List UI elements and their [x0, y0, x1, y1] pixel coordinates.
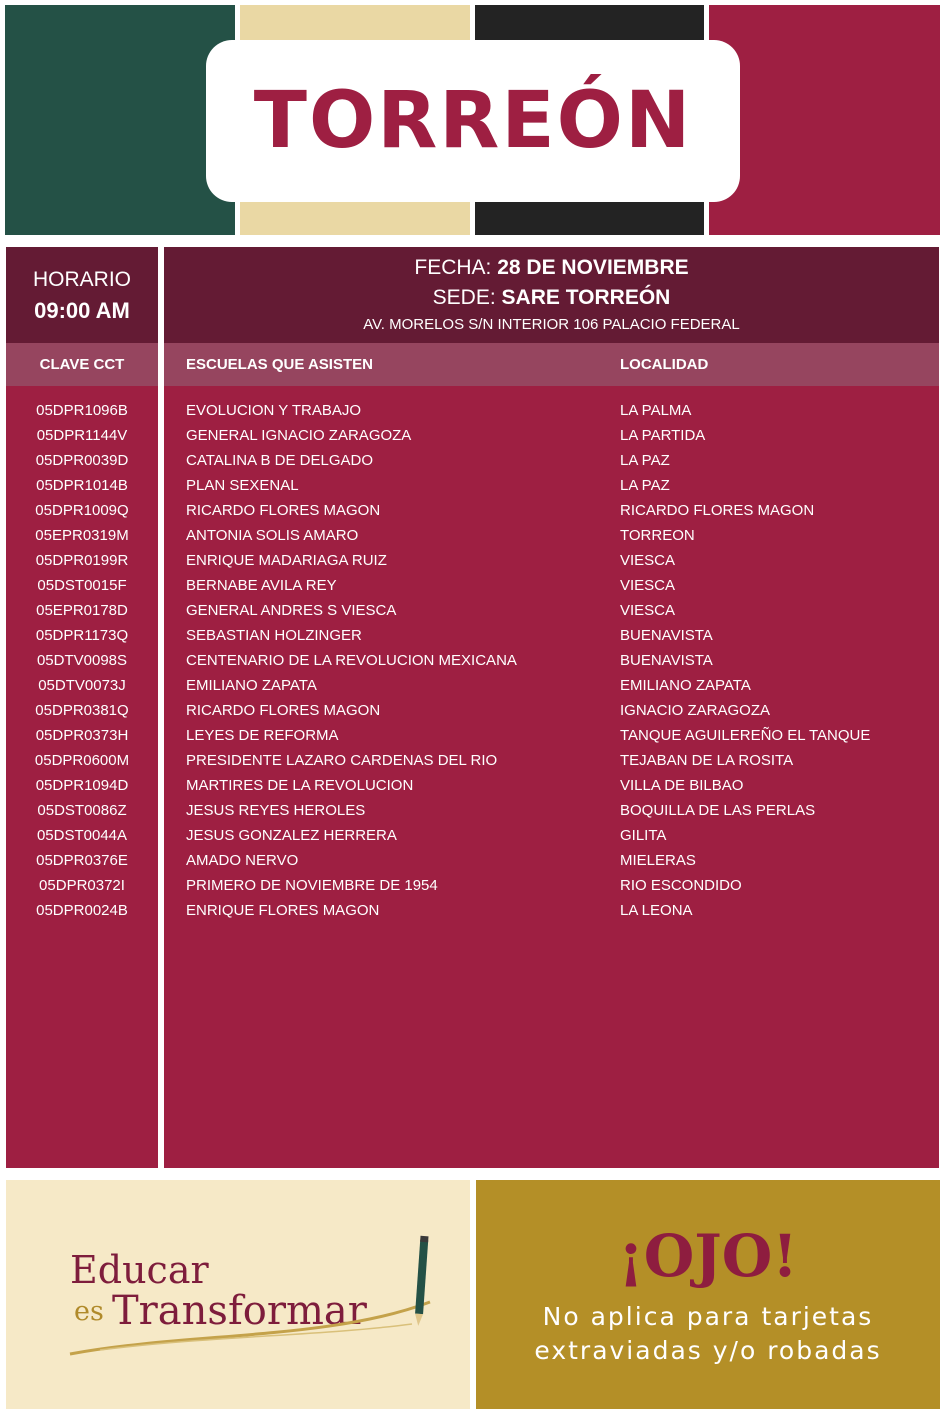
cct-cell: 05DST0086Z — [37, 802, 127, 819]
locality-cell: LA PALMA — [620, 402, 692, 419]
header-green-block — [5, 5, 235, 235]
school-cell: SEBASTIAN HOLZINGER — [186, 627, 362, 644]
warning-line-2: extraviadas y/o robadas — [534, 1336, 882, 1365]
table-row — [0, 500, 945, 525]
date-value: 28 DE NOVIEMBRE — [497, 256, 689, 279]
cct-cell: 05DPR1173Q — [35, 627, 129, 644]
school-cell: MARTIRES DE LA REVOLUCION — [186, 777, 414, 794]
column-header-locality: LOCALIDAD — [620, 356, 709, 373]
school-cell: EMILIANO ZAPATA — [186, 677, 317, 694]
table-row — [0, 825, 945, 850]
cct-cell: 05DPR0024B — [36, 902, 128, 919]
locality-cell: VIESCA — [620, 577, 676, 594]
cct-cell: 05DPR0372I — [39, 877, 125, 894]
locality-cell: RIO ESCONDIDO — [620, 877, 742, 894]
table-row — [0, 575, 945, 600]
cct-cell: 05DPR1094D — [35, 777, 129, 794]
page-title: TORREÓN — [253, 76, 693, 166]
cct-cell: 05DPR0039D — [35, 452, 129, 469]
locality-cell: TORREON — [620, 527, 695, 544]
school-cell: CENTENARIO DE LA REVOLUCION MEXICANA — [186, 652, 517, 669]
title-card — [206, 40, 740, 202]
school-cell: PLAN SEXENAL — [186, 477, 299, 494]
cct-cell: 05DPR0600M — [34, 752, 130, 769]
logo-word-es: es — [74, 1296, 104, 1327]
event-address: AV. MORELOS S/N INTERIOR 106 PALACIO FEDERAL — [363, 316, 740, 333]
venue-value: SARE TORREÓN — [501, 286, 671, 309]
school-cell: GENERAL IGNACIO ZARAGOZA — [186, 427, 412, 444]
table-row — [0, 600, 945, 625]
table-row — [0, 475, 945, 500]
locality-cell: BUENAVISTA — [620, 652, 713, 669]
locality-cell: VIESCA — [620, 552, 676, 569]
event-date — [164, 256, 939, 280]
locality-cell: LA PAZ — [620, 452, 670, 469]
cct-cell: 05EPR0319M — [35, 527, 129, 544]
cct-cell: 05DST0044A — [36, 827, 128, 844]
school-cell: ENRIQUE FLORES MAGON — [186, 902, 380, 919]
schedule-time: 09:00 AM — [34, 298, 130, 323]
cct-cell: 05DPR0376E — [36, 852, 128, 869]
school-cell: JESUS GONZALEZ HERRERA — [186, 827, 397, 844]
table-row — [0, 800, 945, 825]
logo-word-transformar: Transformar — [112, 1288, 367, 1334]
locality-cell: RICARDO FLORES MAGON — [620, 502, 815, 519]
cct-cell: 05DTV0098S — [36, 652, 128, 669]
table-row — [0, 850, 945, 875]
column-header-cct: CLAVE CCT — [39, 356, 125, 373]
schedule-band — [6, 247, 158, 343]
school-cell: ENRIQUE MADARIAGA RUIZ — [186, 552, 387, 569]
table-row — [0, 700, 945, 725]
table-row — [0, 900, 945, 925]
table-row — [0, 650, 945, 675]
school-cell: GENERAL ANDRES S VIESCA — [186, 602, 397, 619]
table-row — [0, 625, 945, 650]
locality-cell: LA PARTIDA — [620, 427, 706, 444]
table-row — [0, 425, 945, 450]
school-cell: ANTONIA SOLIS AMARO — [186, 527, 359, 544]
warning-panel — [476, 1180, 940, 1409]
school-cell: AMADO NERVO — [186, 852, 299, 869]
pencil-swoosh-icon — [40, 1232, 440, 1362]
locality-cell: BUENAVISTA — [620, 627, 713, 644]
venue-label: SEDE: — [432, 286, 496, 309]
column-header-school: ESCUELAS QUE ASISTEN — [186, 356, 373, 373]
school-cell: BERNABE AVILA REY — [186, 577, 337, 594]
table-row — [0, 775, 945, 800]
table-row — [0, 525, 945, 550]
locality-cell: MIELERAS — [620, 852, 696, 869]
cct-cell: 05DPR0199R — [35, 552, 129, 569]
table-row — [0, 400, 945, 425]
school-cell: EVOLUCION Y TRABAJO — [186, 402, 362, 419]
cct-cell: 05EPR0178D — [36, 602, 128, 619]
school-cell: PRIMERO DE NOVIEMBRE DE 1954 — [186, 877, 438, 894]
locality-cell: IGNACIO ZARAGOZA — [620, 702, 771, 719]
school-cell: CATALINA B DE DELGADO — [186, 452, 373, 469]
locality-cell: TANQUE AGUILEREÑO EL TANQUE — [620, 727, 871, 744]
locality-cell: TEJABAN DE LA ROSITA — [620, 752, 794, 769]
locality-cell: VILLA DE BILBAO — [620, 777, 744, 794]
table-row — [0, 750, 945, 775]
locality-cell: GILITA — [620, 827, 667, 844]
schedule-label: HORARIO — [32, 268, 131, 291]
cct-cell: 05DST0015F — [37, 577, 127, 594]
locality-cell: LA LEONA — [620, 902, 693, 919]
locality-cell: VIESCA — [620, 602, 676, 619]
table-row — [0, 875, 945, 900]
school-cell: PRESIDENTE LAZARO CARDENAS DEL RIO — [186, 752, 498, 769]
school-cell: RICARDO FLORES MAGON — [186, 502, 381, 519]
cct-cell: 05DPR1009Q — [35, 502, 129, 519]
cct-cell: 05DPR0373H — [35, 727, 129, 744]
cct-cell: 05DPR1014B — [36, 477, 128, 494]
cct-cell: 05DTV0073J — [38, 677, 126, 694]
cct-cell: 05DPR0381Q — [35, 702, 129, 719]
table-row — [0, 725, 945, 750]
date-label: FECHA: — [414, 256, 492, 279]
locality-cell: BOQUILLA DE LAS PERLAS — [620, 802, 816, 819]
schools-table — [0, 400, 945, 925]
school-cell: RICARDO FLORES MAGON — [186, 702, 381, 719]
event-venue — [164, 286, 939, 310]
locality-cell: LA PAZ — [620, 477, 670, 494]
school-cell: LEYES DE REFORMA — [186, 727, 339, 744]
warning-title: ¡OJO! — [618, 1222, 798, 1290]
warning-line-1: No aplica para tarjetas — [542, 1302, 874, 1331]
table-row — [0, 450, 945, 475]
logo-word-educar: Educar — [70, 1248, 209, 1292]
school-cell: JESUS REYES HEROLES — [186, 802, 366, 819]
table-row — [0, 675, 945, 700]
table-row — [0, 550, 945, 575]
cct-cell: 05DPR1144V — [36, 427, 128, 444]
locality-cell: EMILIANO ZAPATA — [620, 677, 751, 694]
header-maroon-block — [709, 5, 940, 235]
cct-cell: 05DPR1096B — [36, 402, 128, 419]
